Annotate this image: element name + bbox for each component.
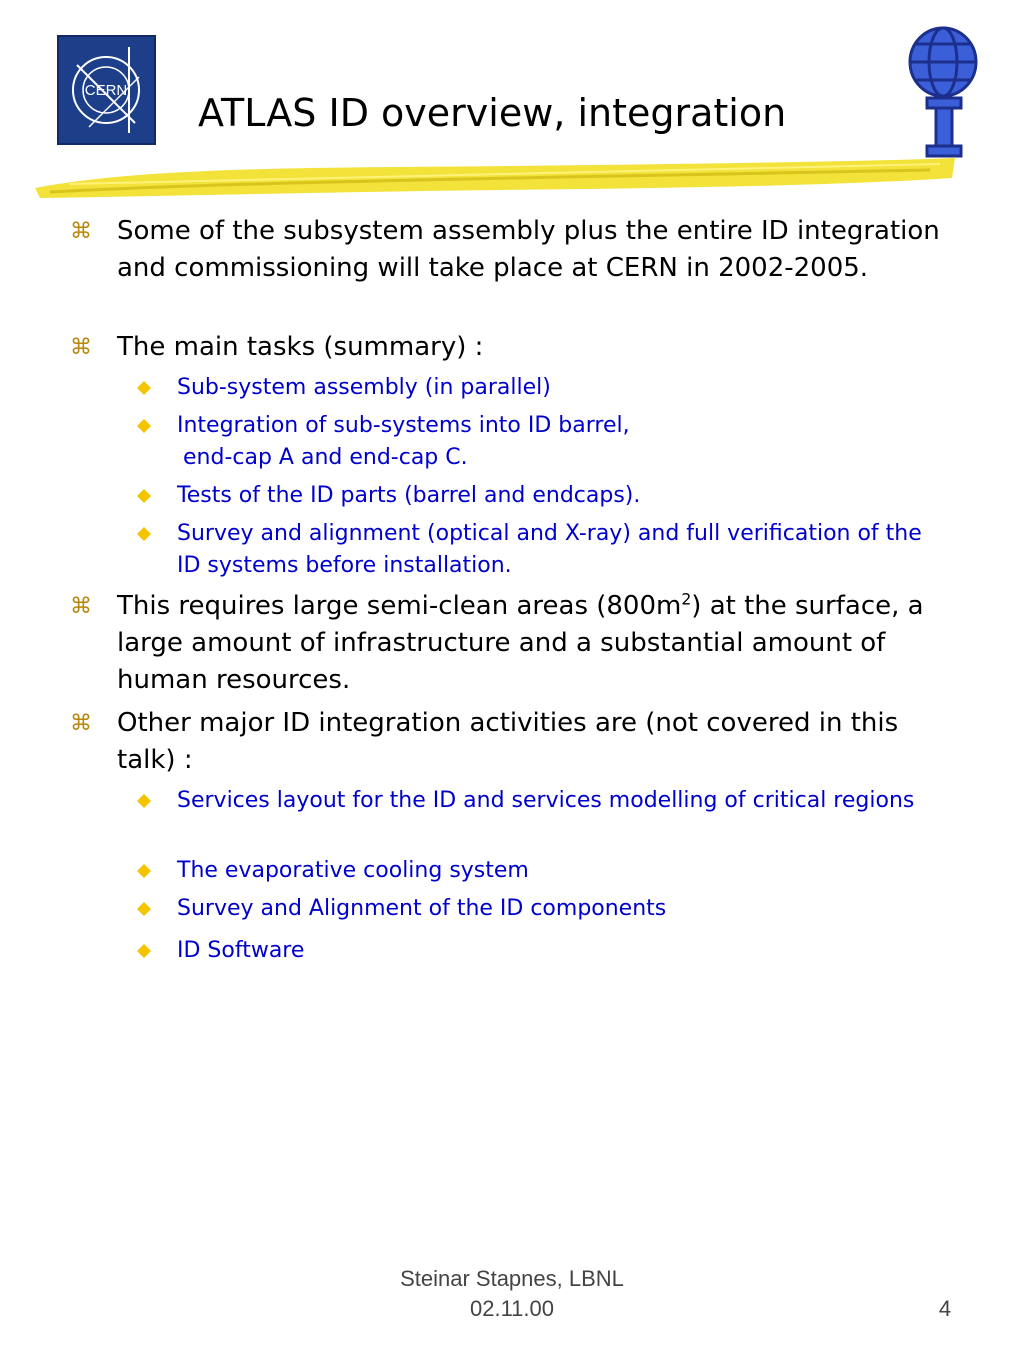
bullet-item: [70, 213, 940, 287]
title-brush-stroke: [30, 148, 960, 206]
sub-bullet-item: [137, 893, 937, 925]
cern-logo-mark: [59, 37, 154, 143]
diamond-icon: [137, 944, 151, 958]
bullet-item: [70, 588, 940, 699]
sub-bullet-text: ID Software: [177, 938, 305, 963]
sub-bullet-text: Tests of the ID parts (barrel and endcaps).: [177, 483, 641, 508]
diamond-icon: [137, 419, 151, 433]
bullet-text: [117, 588, 940, 699]
bullet-text-part: This requires large semi-clean areas (800m: [117, 591, 682, 621]
sub-bullet-item: [137, 480, 937, 512]
sub-bullet-text: Survey and alignment (optical and X-ray) and full verification of the ID systems before installation.: [177, 521, 922, 578]
command-key-icon: ⌘: [70, 335, 92, 360]
command-key-icon: ⌘: [70, 594, 92, 619]
superscript: 2: [681, 590, 692, 609]
bullet-text: Some of the subsystem assembly plus the entire ID integration and commissioning will take place at CERN in 2002-2005.: [117, 216, 940, 283]
atlas-globe-icon: [903, 22, 985, 167]
cern-logo: [57, 35, 156, 145]
sub-bullet-text: Services layout for the ID and services modelling of critical regions: [177, 788, 915, 813]
sub-bullet-item: [137, 372, 937, 404]
footer-date: 02.11.00: [469, 1296, 554, 1321]
bullet-item: [70, 329, 940, 366]
command-key-icon: ⌘: [70, 219, 92, 244]
footer-author: Steinar Stapnes, LBNL: [400, 1266, 624, 1291]
sub-bullet-item: [137, 518, 937, 582]
bullet-text: The main tasks (summary) :: [117, 332, 484, 362]
bullet-text-part: ) at the surface, a large amount of infrastructure and a substantial amount of human resources.: [117, 591, 924, 695]
atlas-logo: [903, 22, 985, 167]
diamond-icon: [137, 902, 151, 916]
sub-bullet-text: Survey and Alignment of the ID components: [177, 896, 667, 921]
sub-bullet-text: Integration of sub-systems into ID barrel,: [177, 413, 630, 438]
bullet-text: Other major ID integration activities are (not covered in this talk) :: [117, 708, 899, 775]
page-number: 4: [938, 1296, 952, 1321]
sub-bullet-text: The evaporative cooling system: [177, 858, 529, 883]
sub-bullet-item: [137, 410, 937, 474]
sub-bullet-item: [137, 785, 937, 817]
command-key-icon: ⌘: [70, 711, 92, 736]
sub-bullet-item: [137, 935, 937, 967]
diamond-icon: [137, 489, 151, 503]
sub-bullet-text: Sub-system assembly (in parallel): [177, 375, 551, 400]
diamond-icon: [137, 381, 151, 395]
sub-bullet-item: [137, 855, 937, 887]
diamond-icon: [137, 527, 151, 541]
diamond-icon: [137, 794, 151, 808]
cern-logo-label: CERN: [84, 82, 128, 99]
bullet-item: [70, 705, 940, 779]
slide-title: ATLAS ID overview, integration: [198, 91, 787, 135]
footer: [312, 1264, 712, 1324]
sub-bullet-text-continuation: end-cap A and end-cap C.: [183, 445, 468, 470]
diamond-icon: [137, 864, 151, 878]
